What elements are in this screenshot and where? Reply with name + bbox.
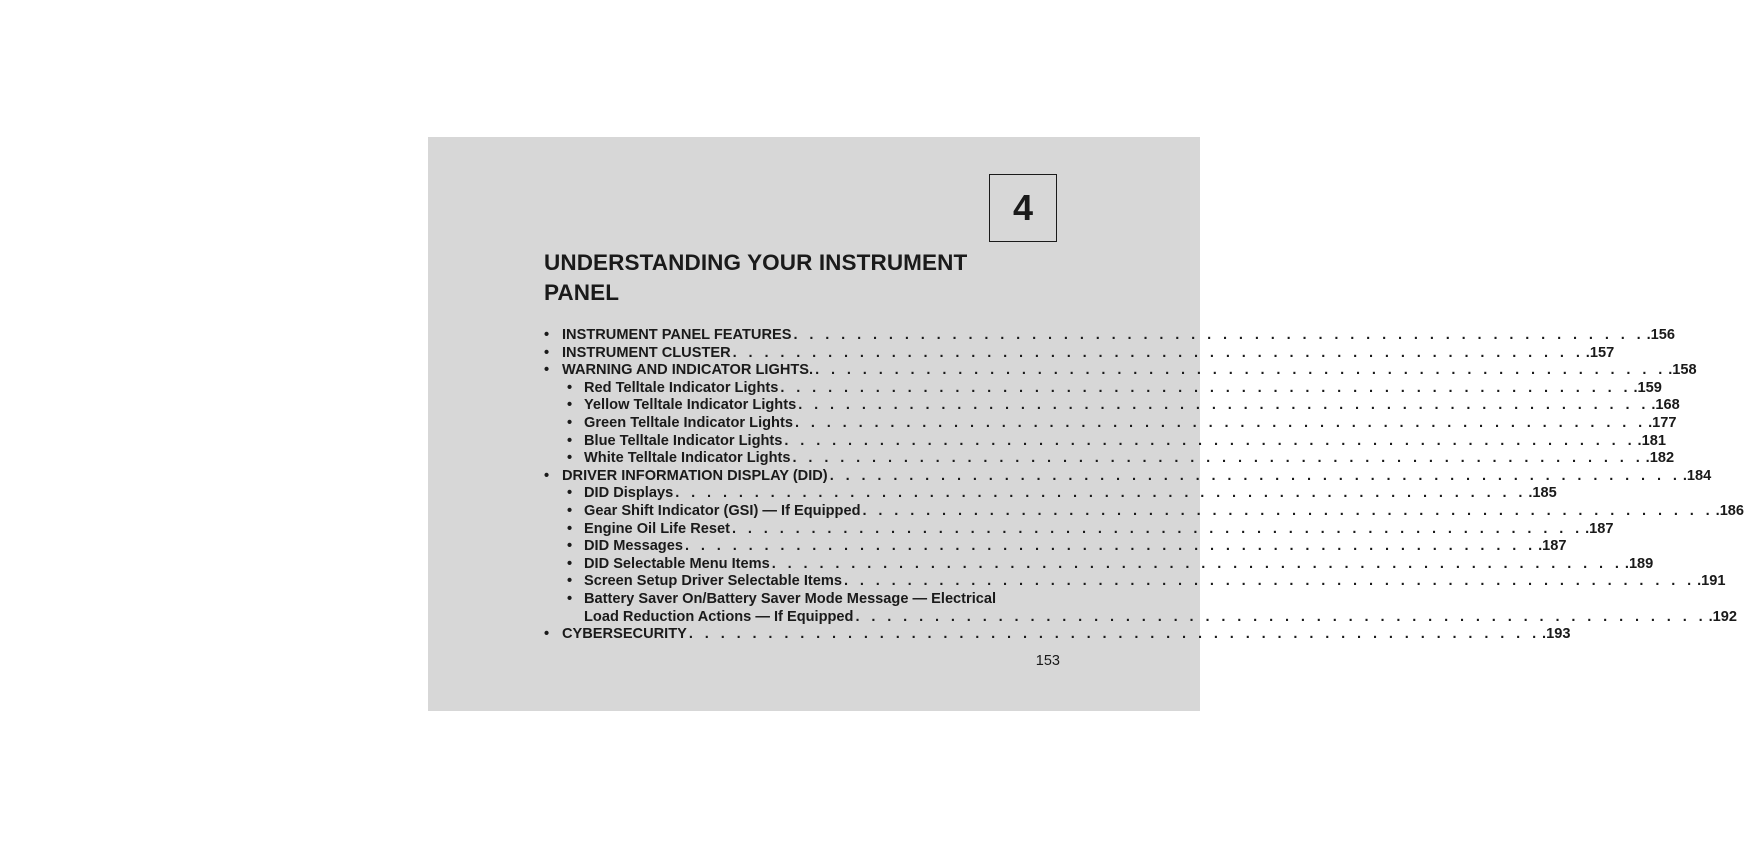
toc-entry-page: .156 [1646,327,1676,343]
toc-entry-label: INSTRUMENT PANEL FEATURES [562,327,792,343]
bullet-icon: • [567,573,573,590]
dot-leader: . . . . . . . . . . . . . . . . . . . . . . . . . . . . . . . . . . . . . . . . . . . . . . . . . . . . . . [792,450,1644,467]
toc-entry[interactable] [532,538,1567,556]
toc-entry-continuation-label: Load Reduction Actions — If Equipped [584,608,854,625]
bullet-icon: • [567,379,573,396]
bullet-icon: • [544,467,550,484]
chapter-title-line-2: PANEL [544,280,620,305]
dot-leader: . . . . . . . . . . . . . . . . . . . . . . . . . . . . . . . . . . . . . . . . . . . . . . . . . . . . . . [794,414,1647,431]
dot-leader: . . . . . . . . . . . . . . . . . . . . . . . . . . . . . . . . . . . . . . . . . . . . . . . . . . . . . . [684,538,1537,555]
bullet-icon: • [544,626,550,643]
dot-leader: . . . . . . . . . . . . . . . . . . . . . . . . . . . . . . . . . . . . . . . . . . . . . . . . . . . . . . [784,432,1636,449]
toc-entry-label: CYBERSECURITY [562,626,687,643]
dot-leader: . . . . . . . . . . . . . . . . . . . . . . . . . . . . . . . . . . . . . . . . . . . . . . . . . . . . . . [829,467,1681,484]
toc-entry[interactable] [532,591,1060,609]
bullet-icon: • [544,327,550,343]
toc-entry[interactable] [532,626,1571,644]
chapter-number: 4 [1012,187,1034,228]
toc-entry-page: .177 [1648,414,1677,431]
chapter-number-box [989,174,1057,242]
toc-entry-label: Gear Shift Indicator (GSI) — If Equipped [584,502,861,519]
toc-entry[interactable] [532,520,1614,539]
bullet-icon: • [567,485,573,502]
dot-leader: . . . . . . . . . . . . . . . . . . . . . . . . . . . . . . . . . . . . . . . . . . . . . . . . . . . . . . [843,573,1696,590]
toc-entry[interactable] [532,467,1712,486]
toc-entry-label: Engine Oil Life Reset [584,520,730,537]
toc-entry-label: Battery Saver On/Battery Saver Mode Message — Electrical [584,590,997,607]
toc-entry-label: INSTRUMENT CLUSTER [562,344,731,361]
toc-entry-label: Screen Setup Driver Selectable Items [584,573,842,590]
dot-leader: . . . . . . . . . . . . . . . . . . . . . . . . . . . . . . . . . . . . . . . . . . . . . . . . . . . . . . [731,520,1584,537]
toc-entry[interactable] [532,379,1662,398]
dot-leader: . . . . . . . . . . . . . . . . . . . . . . . . . . . . . . . . . . . . . . . . . . . . . . . . . . . . . . [793,327,1645,343]
bullet-icon: • [567,414,573,431]
bullet-icon: • [567,555,573,572]
toc-entry[interactable] [532,344,1615,363]
toc-entry-page: .158 [1668,362,1697,379]
table-of-contents [532,327,1744,644]
toc-entry-page: .157 [1585,344,1615,361]
toc-entry[interactable] [532,485,1557,503]
bullet-icon: • [544,344,550,361]
toc-entry-label: WARNING AND INDICATOR LIGHTS. [562,362,814,379]
toc-entry-page: .185 [1528,485,1557,502]
toc-entry-continuation[interactable] [532,608,1737,627]
toc-entry-label: DID Displays [584,485,674,502]
toc-entry-label: Green Telltale Indicator Lights [584,414,793,431]
bullet-icon: • [567,432,573,449]
toc-entry-page: .191 [1697,573,1726,590]
toc-entry[interactable] [532,502,1744,521]
bullet-icon: • [544,362,550,379]
toc-entry-page: .187 [1538,538,1567,555]
toc-entry-page: .192 [1708,608,1737,625]
toc-entry-label: Blue Telltale Indicator Lights [584,432,783,449]
toc-entry-label: DID Selectable Menu Items [584,555,770,572]
toc-entry[interactable] [532,362,1697,380]
bullet-icon: • [567,397,573,414]
toc-entry-page: .184 [1682,467,1712,484]
dot-leader: . . . . . . . . . . . . . . . . . . . . . . . . . . . . . . . . . . . . . . . . . . . . . . . . . . . . . . [688,626,1541,643]
bullet-icon: • [567,450,573,467]
toc-entry-page: .181 [1637,432,1666,449]
toc-entry-page: .159 [1633,379,1662,396]
page-number: 153 [1035,653,1060,669]
chapter-title [544,248,1004,308]
toc-entry-label: Red Telltale Indicator Lights [584,379,779,396]
dot-leader: . . . . . . . . . . . . . . . . . . . . . . . . . . . . . . . . . . . . . . . . . . . . . . . . . . . . . . [675,485,1527,502]
toc-entry[interactable] [532,555,1654,574]
dot-leader: . . . . . . . . . . . . . . . . . . . . . . . . . . . . . . . . . . . . . . . . . . . . . . . . . . . . . . [798,397,1650,414]
bullet-icon: • [567,590,573,607]
dot-leader: . . . . . . . . . . . . . . . . . . . . . . . . . . . . . . . . . . . . . . . . . . . . . . . . . . . . . . [855,608,1707,625]
bullet-icon: • [567,520,573,537]
bullet-icon: • [567,502,573,519]
toc-entry-page: .187 [1585,520,1614,537]
toc-entry-page: .189 [1624,555,1654,572]
toc-entry-page: .182 [1645,450,1675,467]
chapter-title-line-1: UNDERSTANDING YOUR INSTRUMENT [544,250,968,275]
toc-entry[interactable] [532,327,1676,345]
toc-entry-page: .193 [1542,626,1571,643]
toc-entry[interactable] [532,573,1726,591]
dot-leader: . . . . . . . . . . . . . . . . . . . . . . . . . . . . . . . . . . . . . . . . . . . . . . . . . . . . . . [815,362,1667,379]
dot-leader: . . . . . . . . . . . . . . . . . . . . . . . . . . . . . . . . . . . . . . . . . . . . . . . . . . . . . . [862,502,1714,519]
toc-entry[interactable] [532,432,1666,451]
bullet-icon: • [567,538,573,555]
toc-entry[interactable] [532,414,1677,433]
toc-entry[interactable] [532,450,1675,468]
toc-entry-page: .186 [1715,502,1744,519]
dot-leader: . . . . . . . . . . . . . . . . . . . . . . . . . . . . . . . . . . . . . . . . . . . . . . . . . . . . . . [771,555,1623,572]
toc-entry-page: .168 [1651,397,1680,414]
dot-leader: . . . . . . . . . . . . . . . . . . . . . . . . . . . . . . . . . . . . . . . . . . . . . . . . . . . . . . [732,344,1584,361]
dot-leader: . . . . . . . . . . . . . . . . . . . . . . . . . . . . . . . . . . . . . . . . . . . . . . . . . . . . . . [780,379,1632,396]
toc-entry-label: DID Messages [584,538,683,555]
toc-entry-label: DRIVER INFORMATION DISPLAY (DID) [562,467,828,484]
toc-entry-label: White Telltale Indicator Lights [584,450,791,467]
toc-entry[interactable] [532,397,1680,415]
toc-entry-label: Yellow Telltale Indicator Lights [584,397,797,414]
